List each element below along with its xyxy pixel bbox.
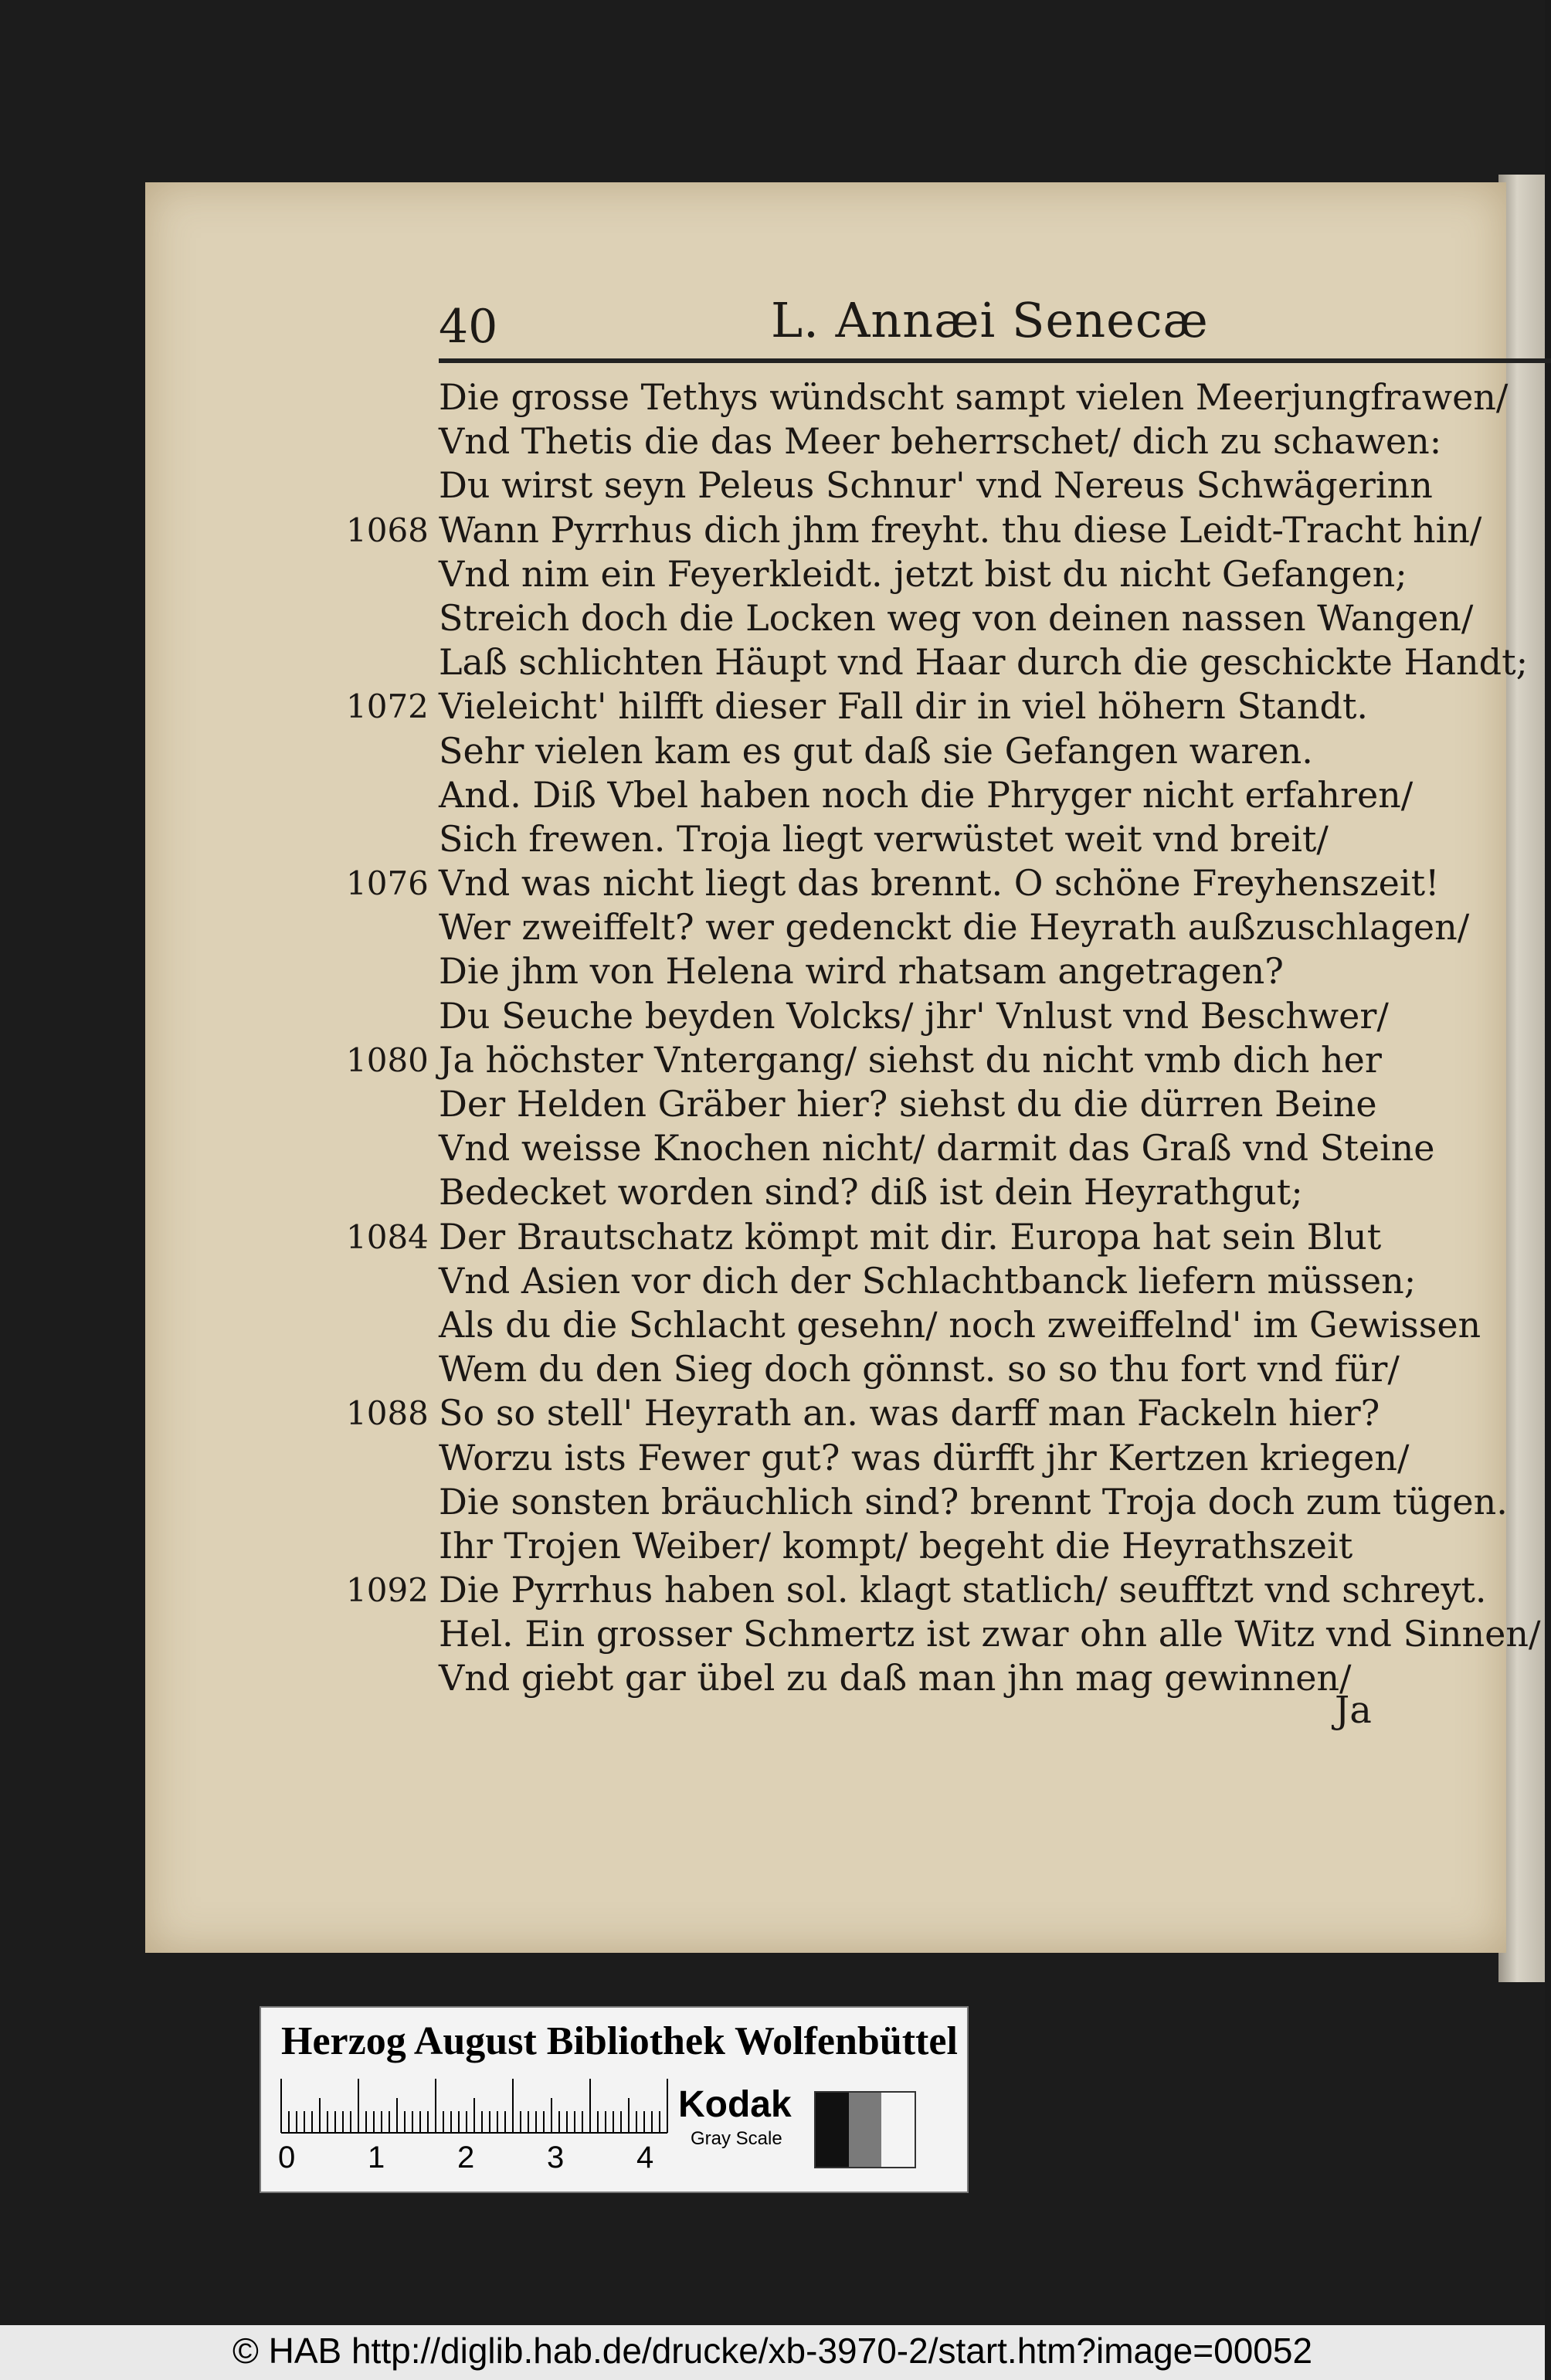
line-text: Die Pyrrhus haben sol. klagt statlich/ seufftzt vnd schreyt. [439, 1569, 1487, 1611]
verse-line [439, 596, 1536, 640]
scale-number: 2 [457, 2141, 475, 2175]
verse-line [439, 729, 1536, 773]
verse-text [346, 375, 1541, 1701]
scale-labels [278, 2141, 680, 2179]
line-text: Du wirst seyn Peleus Schnur' vnd Nereus Schwägerinn [439, 464, 1433, 507]
running-head: L. Annæi Senecæ [771, 292, 1209, 348]
gray-scale-label: Gray Scale [691, 2128, 782, 2149]
kodak-color-card [260, 2006, 969, 2193]
line-number: 1088 [346, 1394, 429, 1433]
verse-line [346, 1391, 1536, 1435]
line-number: 1072 [346, 688, 429, 726]
verse-line [439, 1303, 1536, 1347]
verse-line [439, 640, 1536, 684]
verse-line [439, 949, 1536, 993]
gray-patch [881, 2093, 915, 2167]
kodak-logo: Kodak [678, 2084, 792, 2125]
line-number: 1076 [346, 864, 429, 903]
line-text: So so stell' Heyrath an. was darff man Fackeln hier? [439, 1392, 1380, 1434]
line-text: Die jhm von Helena wird rhatsam angetragen? [439, 950, 1284, 993]
catchword: Ja [1335, 1689, 1372, 1732]
verse-line [439, 1612, 1541, 1656]
line-text: Laß schlichten Häupt vnd Haar durch die geschickte Handt; [439, 641, 1529, 684]
footer [0, 2325, 1545, 2380]
scale-number: 0 [278, 2141, 296, 2175]
line-text: Du Seuche beyden Volcks/ jhr' Vnlust vnd Beschwer/ [439, 994, 1389, 1037]
page-header [145, 292, 1506, 362]
scale-number: 3 [547, 2141, 565, 2175]
line-text: Die sonsten bräuchlich sind? brennt Troja doch zum tügen. [439, 1480, 1508, 1523]
scale-number: 1 [368, 2141, 385, 2175]
line-text: Wer zweiffelt? wer gedenckt die Heyrath außzuschlagen/ [439, 906, 1470, 949]
scale-ruler [281, 2079, 667, 2134]
line-number: 1092 [346, 1571, 429, 1610]
verse-line [439, 1347, 1536, 1391]
verse-line [439, 1082, 1536, 1126]
verse-line [439, 1126, 1536, 1170]
page-number: 40 [439, 300, 498, 354]
book-page [145, 182, 1541, 1953]
line-text: Der Brautschatz kömpt mit dir. Europa hat sein Blut [439, 1215, 1382, 1258]
verse-line [346, 508, 1536, 552]
line-text: Wann Pyrrhus dich jhm freyht. thu diese Leidt-Tracht hin/ [439, 508, 1482, 551]
header-rule [439, 358, 1551, 363]
verse-line [439, 552, 1536, 596]
line-number: 1080 [346, 1041, 429, 1079]
line-text: Ihr Trojen Weiber/ kompt/ begeht die Heyrathszeit [439, 1524, 1353, 1567]
verse-line [439, 1170, 1536, 1214]
scale-number: 4 [636, 2141, 654, 2175]
verse-line [346, 861, 1536, 905]
line-text: Streich doch die Locken weg von deinen nassen Wangen/ [439, 596, 1474, 639]
gray-patches [814, 2091, 916, 2168]
verse-line [439, 1259, 1536, 1303]
verse-line [439, 994, 1536, 1038]
line-text: Hel. Ein grosser Schmertz ist zwar ohn alle Witz vnd Sinnen/ [439, 1613, 1541, 1655]
verse-line [439, 375, 1536, 419]
line-text: Wem du den Sieg doch gönnst. so so thu fort vnd für/ [439, 1348, 1400, 1390]
verse-line [346, 1038, 1536, 1082]
verse-line [346, 684, 1536, 728]
line-number: 1084 [346, 1217, 429, 1256]
verse-line [346, 1568, 1536, 1612]
line-text: Vnd weisse Knochen nicht/ darmit das Graß vnd Steine [439, 1127, 1435, 1170]
verse-line [439, 1524, 1536, 1568]
line-text: Der Helden Gräber hier? siehst du die dürren Beine [439, 1083, 1377, 1125]
line-text: Vnd giebt gar übel zu daß man jhn mag gewinnen/ [439, 1657, 1352, 1699]
line-text: Vieleicht' hilfft dieser Fall dir in viel höhern Standt. [439, 685, 1369, 728]
line-text: Die grosse Tethys wündscht sampt vielen Meerjungfrawen/ [439, 376, 1509, 418]
line-text: Als du die Schlacht gesehn/ noch zweiffelnd' im Gewissen [439, 1303, 1481, 1346]
verse-line [439, 817, 1536, 861]
line-text: Worzu ists Fewer gut? was dürfft jhr Kertzen kriegen/ [439, 1436, 1410, 1479]
verse-line [439, 905, 1536, 949]
line-text: Vnd nim ein Feyerkleidt. jetzt bist du nicht Gefangen; [439, 552, 1407, 595]
verse-line [439, 419, 1536, 463]
gray-patch [816, 2093, 849, 2167]
line-text: Ja höchster Vntergang/ siehst du nicht vmb dich her [439, 1038, 1382, 1081]
line-text: Vnd Thetis die das Meer beherrschet/ dich zu schawen: [439, 420, 1442, 463]
verse-line [439, 1436, 1536, 1480]
library-name: Herzog August Bibliothek Wolfenbüttel [281, 2019, 958, 2063]
line-text: Vnd Asien vor dich der Schlachtbanck liefern müssen; [439, 1259, 1417, 1302]
gray-patch [849, 2093, 882, 2167]
line-text: Sehr vielen kam es gut daß sie Gefangen waren. [439, 729, 1313, 772]
line-text: And. Diß Vbel haben noch die Phryger nicht erfahren/ [439, 773, 1414, 816]
verse-line [439, 1480, 1536, 1524]
line-text: Bedecket worden sind? diß ist dein Heyrathgut; [439, 1171, 1303, 1214]
verse-line [346, 1215, 1536, 1259]
line-text: Vnd was nicht liegt das brennt. O schöne Freyhenszeit! [439, 862, 1440, 905]
line-text: Sich frewen. Troja liegt verwüstet weit vnd breit/ [439, 817, 1329, 860]
verse-line [439, 773, 1536, 817]
line-number: 1068 [346, 511, 429, 549]
footer-link[interactable]: © HAB http://diglib.hab.de/drucke/xb-3970-2/start.htm?image=00052 [232, 2331, 1313, 2371]
verse-line [439, 463, 1536, 508]
